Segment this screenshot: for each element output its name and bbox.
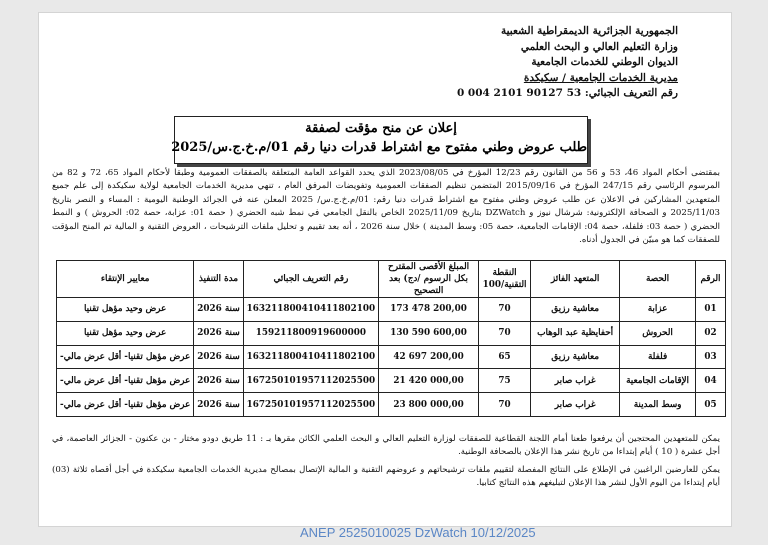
cell-num: 01 bbox=[695, 298, 725, 322]
header-score: النقطة التقنية/100 bbox=[479, 261, 531, 298]
cell-duration: سنة 2026 bbox=[194, 393, 243, 417]
cell-criteria: عرض وحيد مؤهل تقنيا bbox=[57, 321, 194, 345]
cell-tax-id: 159211800919600000 bbox=[243, 321, 379, 345]
cell-amount: 130 590 600,00 bbox=[379, 321, 479, 345]
office-name: الديوان الوطني للخدمات الجامعية bbox=[531, 56, 678, 69]
announcement-title: إعلان عن منح مؤقت لصفقة bbox=[305, 121, 457, 136]
cell-winner: غراب صابر bbox=[531, 393, 620, 417]
cell-winner: معاشية رزيق bbox=[531, 345, 620, 369]
header-lot: الحصة bbox=[620, 261, 696, 298]
appeal-notice: يمكن للمتعهدين المحتجين أن يرفعوا طعنا أمام اللجنة القطاعية للصفقات لوزارة التعليم العالي و البحث العلمي الكائن مقرها بـ : 11 طريق دودو مختار - بن عكنون - الجزائر العاصمة، في أجل عشرة ( 10 ) أيام إبتداءا من تاريخ نشر هذا الإعلان بالصحافة الوطنية. bbox=[52, 434, 721, 458]
cell-score: 70 bbox=[479, 298, 531, 322]
intro-text: بمقتضى أحكام المواد 46، 53 و 56 من القانون رقم 12/23 المؤرخ في 2023/08/05 الذي يحدد القواعد العامة المتعلقة بالصفقات العمومية وطبقا لأحكام المواد 65، 72 و 82 من المرسوم الرئاسي رقم 247/15 المؤرخ في 2015/09/16 المتضمن تنظيم الصفقات العمومية وتفويضات المرفق العام ، تنهي مديرية الخدمات الجامعية لولاية سكيكدة إلى علم جميع المتعهدين المشاركين في الاعلان عن طلب عروض وطني مفتوح مع اشتراط قدرات دنيا رقم: 01/م.خ.ج.س/ 2025 المعلن عنه في الجرائد الوطنية اليومية : المساء و النصر بتاريخ 2025/11/03 و الصحافة الإلكترونية: شرشال نيوز و DZWatch بتاريخ 2025/11/09 الخاص بالنقل الجامعي في نمط شبه الحضري ( حصة 01: عزابة، حصة 02: الحروش ) و النمط الحضري ( حصة 03: فلفلة، حصة 04: الإقامات الجامعية، حصة 05: وسط المدينة ) خلال سنة 2026 ، أنه بعد تقييم و تحليل ملفات الترشيحات ، العروض التقنية و المالية تم المنح المؤقت للصفقات كما هو مبيّن في الجدول أدناه. bbox=[52, 168, 721, 246]
header-duration: مدة التنفيذ bbox=[194, 261, 243, 298]
ministry-name: وزارة التعليم العالي و البحث العلمي bbox=[520, 40, 678, 53]
cell-duration: سنة 2026 bbox=[194, 345, 243, 369]
cell-tax-id: 163211800410411802100 bbox=[243, 298, 379, 322]
cell-tax-id: 163211800410411802100 bbox=[243, 345, 379, 369]
cell-num: 03 bbox=[695, 345, 725, 369]
cell-criteria: عرض وحيد مؤهل تقنيا bbox=[57, 298, 194, 322]
cell-criteria: عرض مؤهل تقنيا- أقل عرض مالي- bbox=[57, 369, 194, 393]
cell-lot: وسط المدينة bbox=[620, 393, 696, 417]
table-header-row bbox=[57, 261, 726, 298]
table-row bbox=[57, 345, 726, 369]
cell-duration: سنة 2026 bbox=[194, 369, 243, 393]
announcement-subtitle: طلب عروض وطني مفتوح مع اشتراط قدرات دنيا رقم 01/م.خ.ج.س/2025 bbox=[171, 140, 587, 155]
cell-duration: سنة 2026 bbox=[194, 321, 243, 345]
header-amount: المبلغ الأقصى المقترح بكل الرسوم /دج) بعد التصحيح bbox=[379, 261, 479, 298]
table-row bbox=[57, 298, 726, 322]
footer-notes bbox=[52, 433, 720, 495]
header-winner: المتعهد الفائز bbox=[531, 261, 620, 298]
cell-num: 02 bbox=[695, 321, 725, 345]
republic-name: الجمهورية الجزائرية الديمقراطية الشعبية bbox=[500, 25, 678, 37]
cell-lot: عزابة bbox=[620, 298, 696, 322]
cell-amount: 173 478 200,00 bbox=[379, 298, 479, 322]
table-row bbox=[57, 393, 726, 417]
intro-paragraph bbox=[52, 167, 720, 247]
cell-amount: 23 800 000,00 bbox=[379, 393, 479, 417]
directorate-name: مديرية الخدمات الجامعية / سكيكدة bbox=[523, 71, 678, 84]
tax-id-line: رقم التعريف الجبائي: 53 90127 2101 004 0 bbox=[456, 87, 678, 100]
cell-winner: غراب صابر bbox=[531, 369, 620, 393]
cell-num: 05 bbox=[695, 393, 725, 417]
cell-lot: الإقامات الجامعية bbox=[620, 369, 696, 393]
cell-score: 70 bbox=[479, 393, 531, 417]
announcement-title-box bbox=[171, 116, 588, 164]
cell-winner: أحفايظية عبد الوهاب bbox=[531, 321, 620, 345]
cell-tax-id: 167250101957112025500 bbox=[243, 369, 379, 393]
cell-lot: الحروش bbox=[620, 321, 696, 345]
header-num: الرقم bbox=[695, 261, 725, 298]
cell-amount: 42 697 200,00 bbox=[379, 345, 479, 369]
cell-amount: 21 420 000,00 bbox=[379, 369, 479, 393]
letterhead bbox=[457, 24, 678, 102]
cell-score: 75 bbox=[479, 369, 531, 393]
cell-criteria: عرض مؤهل تقنيا- أقل عرض مالي- bbox=[57, 345, 194, 369]
results-notice: يمكن للعارضين الراغبين في الإطلاع على النتائج المفصلة لتقييم ملفات ترشيحاتهم و عروضهم التقنية و المالية الإتصال بمصالح مديرية الخدمات الجامعية سكيكدة في أجل أقصاه ثلاثة (03) أيام إبتداءا من اليوم الأول لنشر هذا الإعلان لتبليغهم هذه النتائج كتابيا. bbox=[52, 464, 720, 489]
table-row bbox=[57, 369, 726, 393]
header-criteria: معايير الإنتقاء bbox=[57, 261, 194, 298]
cell-score: 65 bbox=[479, 345, 531, 369]
cell-winner: معاشية رزيق bbox=[531, 298, 620, 322]
awards-table bbox=[56, 260, 726, 417]
cell-score: 70 bbox=[479, 321, 531, 345]
table-row bbox=[57, 321, 726, 345]
cell-duration: سنة 2026 bbox=[194, 298, 243, 322]
header-tax-id: رقم التعريف الجبائي bbox=[243, 261, 379, 298]
cell-tax-id: 167250101957112025500 bbox=[243, 393, 379, 417]
cell-num: 04 bbox=[695, 369, 725, 393]
publication-stamp: ANEP 2525010025 DzWatch 10/12/2025 bbox=[300, 525, 536, 540]
cell-criteria: عرض مؤهل تقنيا- أقل عرض مالي- bbox=[57, 393, 194, 417]
cell-lot: فلفلة bbox=[620, 345, 696, 369]
